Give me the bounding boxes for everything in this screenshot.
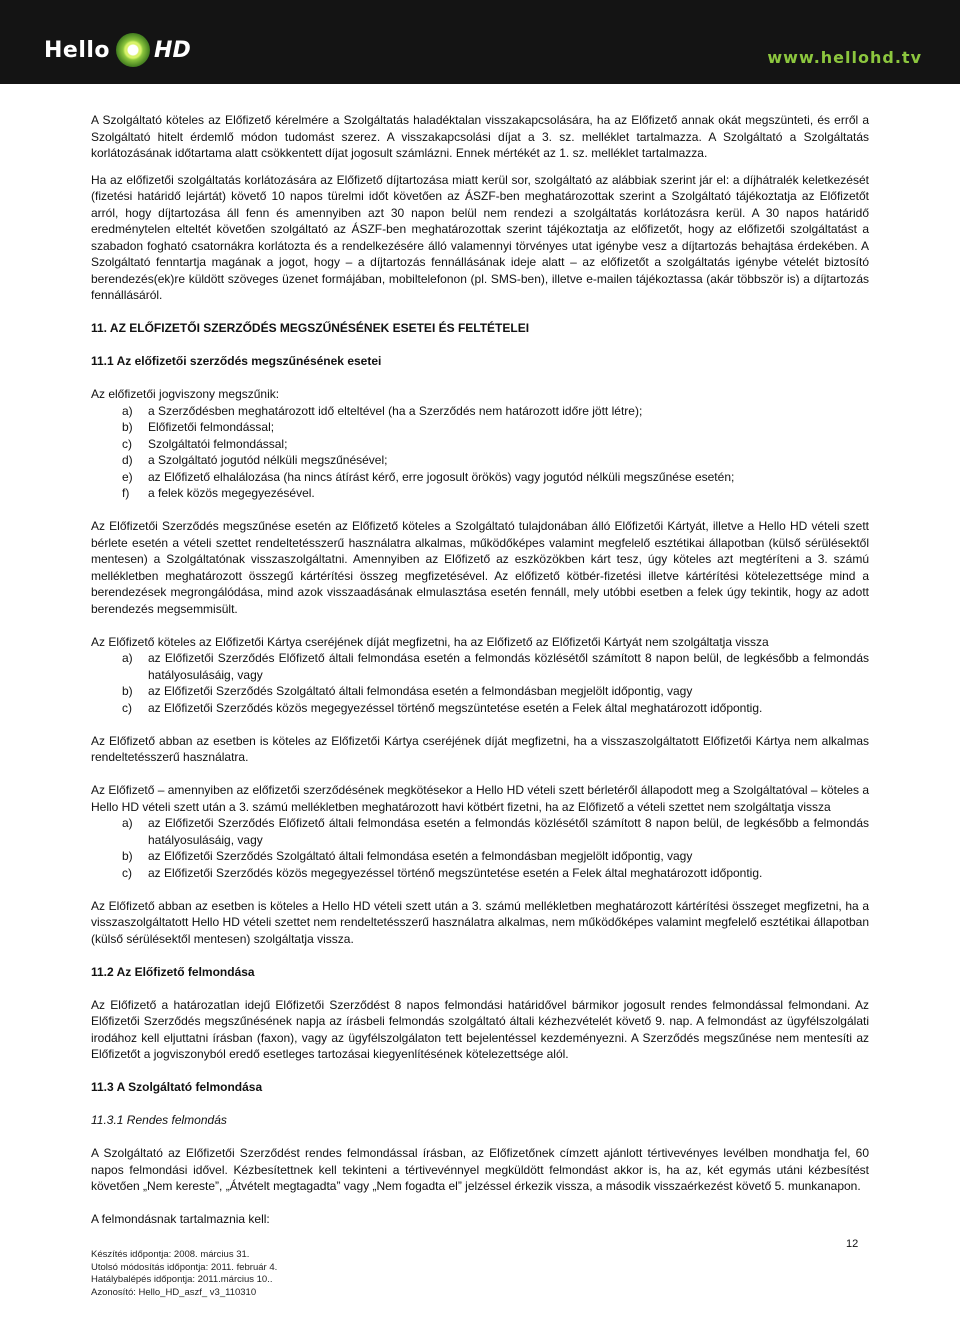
section-heading-11: 11. AZ ELŐFIZETŐI SZERZŐDÉS MEGSZŰNÉSÉNEK ESETEI ÉS FELTÉTELEI — [91, 321, 530, 335]
list-item — [91, 650, 869, 683]
page-number: 12 — [846, 1238, 859, 1250]
paragraph-ordinary-termination: A Szolgáltató az Előfizetői Szerződést rendes felmondással írásban, az Előfizetőnek címzett ajánlott tértivevényes levélben mondhatja fel, 60 napos felmondási idővel. Kézbesítettnek kell tekinteni a tértivevénnyel megküldött felmondást akkor is, ha az, két egymás utáni kézbesítést követően „Nem kereste”, „Átvételt megtagadta” vagy „Nem fogadta el” jelzéssel érkezik vissza, a második visszaérkezést követő 5. munkanapon. — [91, 1146, 869, 1193]
list-item — [91, 848, 869, 865]
list-marker: a) — [122, 403, 133, 418]
list-item — [91, 436, 869, 453]
list-marker: c) — [122, 865, 132, 880]
list-marker: a) — [122, 816, 133, 830]
logo-orb-icon — [116, 33, 150, 67]
list-text: az Előfizetői Szerződés közös megegyezéssel történő megszüntetése esetén a Felek által meghatározott időpontig. — [148, 700, 763, 715]
section-heading-11-2: 11.2 Az Előfizető felmondása — [91, 964, 255, 979]
list-item — [91, 815, 869, 848]
list-text: Előfizetői felmondással; — [148, 420, 275, 434]
list-marker: f) — [122, 486, 130, 500]
list-marker: b) — [122, 684, 133, 698]
footer-effective-date: Hatálybalépés időpontja: 2011.március 10.. — [91, 1274, 273, 1285]
document-body — [91, 112, 869, 1228]
page-header — [0, 0, 960, 84]
paragraph-subscriber-termination: Az Előfizető a határozatlan idejű Előfizetői Szerződést 8 napos felmondási határidővel bármikor jogosult rendes felmondással felmondani. Az Előfizetői Szerződés megszűnésének napja az írásbeli felmondás szolgáltató általi kézhezvételét követő 9. nap. A felmondást az ügyfélszolgálati irodához kell eljuttatni írásban (faxon), vagy az ügyfélszolgálaton tett bejelentéssel kezdeményezni. A Szerződés megszűnése nem mentesíti az Előfizetőt a jogviszonyból eredő esetleges tartozásai kiegyenlítésének kötelezettsége alól. — [91, 997, 869, 1061]
list-item — [91, 700, 869, 717]
card-fee-intro: Az Előfizető köteles az Előfizetői Kártya cseréjének díját megfizetni, ha az Előfizető az Előfizetői Kártyát nem szolgáltatja vissza — [91, 634, 769, 649]
list-marker: e) — [122, 469, 133, 484]
paragraph-card-unusable: Az Előfizető abban az esetben is köteles az Előfizetői Kártya cseréjének díját megfizetni, ha a visszaszolgáltatott Előfizetői Kártya nem alkalmas rendeltetésszerű használatra. — [91, 733, 869, 764]
footer-modified-date: Utolsó módosítás időpontja: 2011. február 4. — [91, 1261, 278, 1273]
list-text: az Előfizetői Szerződés Szolgáltató általi felmondása esetén a felmondásban megjelölt időpontig, vagy — [148, 684, 693, 698]
list-text: az Előfizetői Szerződés Szolgáltató általi felmondása esetén a felmondásban megjelölt időpontig, vagy — [148, 849, 693, 863]
list-item — [91, 403, 869, 420]
paragraph-set-damage: Az Előfizető abban az esetben is köteles a Hello HD vételi szett után a 3. számú mellékletben meghatározott kártérítési összeget megfizetni, ha a visszaszolgáltatott Hello HD vételi szettet nem rendeltetésszerű használatra alkalmas, nem működőképes valamint megfelelő esztétikai állapotban (külső sérülésektől mentesen) szolgáltatja vissza. — [91, 898, 869, 946]
section-heading-11-1: 11.1 Az előfizetői szerződés megszűnésének esetei — [91, 354, 382, 368]
list-text: az Előfizetői Szerződés Előfizető általi felmondása esetén a felmondás közlésétől számított 8 napon belül, de legkésőbb a felmondás hatályosulásáig, vagy — [148, 651, 869, 682]
footer-identifier: Azonosító: Hello_HD_aszf_ v3_110310 — [91, 1286, 257, 1298]
termination-intro: Az előfizetői jogviszony megszűnik: — [91, 387, 280, 401]
document-metadata-footer — [91, 1249, 277, 1299]
paragraph-reconnection: A Szolgáltató köteles az Előfizető kérelmére a Szolgáltatás haladéktalan visszakapcsolására, ha az Előfizető annak okát megszünteti, és erről a Szolgáltató hitelt érdemlő módon tudomást szerez. A visszakapcsolási díjat a 3. sz. melléklet tartalmazza. A Szolgáltató a Szolgáltatás korlátozásának időtartama alatt csökkentett díjat jogosult számlázni. Ennek mértékét az 1. sz. melléklet tartalmazza. — [91, 113, 869, 160]
list-text: az Előfizetői Szerződés közös megegyezéssel történő megszüntetése esetén a Felek által meghatározott időpontig. — [148, 865, 763, 880]
list-marker: c) — [122, 700, 132, 715]
list-item — [91, 865, 869, 882]
logo-hd: HD — [154, 37, 191, 63]
list-marker: b) — [122, 849, 133, 863]
list-item — [91, 683, 869, 700]
list-item — [91, 419, 869, 436]
footer-created-date: Készítés időpontja: 2008. március 31. — [91, 1249, 250, 1260]
list-marker: a) — [122, 651, 133, 665]
logo-word: Hello — [44, 37, 111, 63]
list-text: a felek közös megegyezésével. — [148, 486, 315, 500]
list-text: Szolgáltatói felmondással; — [148, 436, 288, 451]
list-marker: d) — [122, 453, 133, 467]
section-heading-11-3-1: 11.3.1 Rendes felmondás — [91, 1113, 227, 1127]
paragraph-termination-contents: A felmondásnak tartalmaznia kell: — [91, 1212, 270, 1226]
paragraph-equipment-return: Az Előfizetői Szerződés megszűnése esetén az Előfizető köteles a Szolgáltató tulajdonában álló Előfizetői Kártyát, illetve a Hello HD vételi szett bérlete esetén a vételi szettet rendeltetésszerű használatra alkalmas, működőképes valamint megfelelő esztétikai állapotban (külső sérülésektől mentesen) a Szolgáltatónak visszaszolgáltatni. Amennyiben az Előfizető az eszközökben kárt tesz, úgy köteles azt megtéríteni a 3. számú mellékletben meghatározott összegű kártérítési összeg megfizetésével. Az előfizető kötbér-fizetési illetve kártérítési kötelezettsége mind a berendezések megrongálódása, mind azok visszaadásának elmulasztása esetén fennáll, mely utóbbi esetben a felek úgy tekintik, hogy az adott berendezés megsemmisült. — [91, 519, 869, 616]
list-text: az Előfizetői Szerződés Előfizető általi felmondása esetén a felmondás közlésétől számított 8 napon belül, de legkésőbb a felmondás hatályosulásáig, vagy — [148, 816, 869, 847]
paragraph-debt-restriction: Ha az előfizetői szolgáltatás korlátozására az Előfizető díjtartozása miatt kerül sor, szolgáltató az alábbiak szerint jár el: a díjhátralék keletkezését (fizetési határidő lejártát) követő 10 napos türelmi időt követően az ÁSZF-ben meghatározottak szerint a Szolgáltató tájékoztatja az Előfizetőt arról, hogy díjtartozása áll fenn és amennyiben azt 30 napon belül nem rendezi a szolgáltatás korlátozásra kerül. A 30 napos határidő eredménytelen elteltét követően szolgáltató az ÁSZF-ben meghatározottak szerint tájékoztatja az előfizetőt, hogy az előfizetői szolgáltatást a szabadon fogható csatornákra korlátozta és a rendelkezésére álló valamennyi törvényes utat igénybe vesz a díjtartozás behajtása érdekében. A Szolgáltató fenntartja magának a jogot, hogy – a díjtartozás fennállásának ideje alatt – az előfizetőt a szolgáltatás igénybe vételét biztosító berendezés(ek)re küldött szöveges üzenet formájában, mobiltelefonon (pl. SMS-ben), illetve e-mailen tájékoztassa (akár többször is) a díjtartozás fennállásáról. — [91, 172, 869, 302]
list-item — [91, 469, 869, 486]
termination-cases-list — [91, 403, 869, 502]
list-marker: b) — [122, 420, 133, 434]
site-url: www.hellohd.tv — [767, 48, 922, 67]
list-text: az Előfizető elhalálozása (ha nincs átírást kérő, erre jogosult örökös) vagy jogutód nélküli megszűnése esetén; — [148, 469, 735, 484]
list-item — [91, 452, 869, 469]
list-text: a Szerződésben meghatározott idő elteltével (ha a Szerződés nem határozott időre jött létre); — [148, 403, 643, 418]
hello-hd-logo — [44, 30, 191, 70]
section-heading-11-3: 11.3 A Szolgáltató felmondása — [91, 1080, 263, 1094]
rental-penalty-intro: Az Előfizető – amennyiben az előfizetői szerződésének megkötésekor a Hello HD vételi szett bérletéről állapodott meg a Szolgáltatóval – köteles a Hello HD vételi szett után a 3. számú mellékletben meghatározott havi kötbért fizetni, ha az Előfizető a vételi szettet nem szolgáltatja vissza — [91, 783, 869, 814]
card-fee-list — [91, 650, 869, 716]
rental-penalty-list — [91, 815, 869, 881]
list-text: a Szolgáltató jogutód nélküli megszűnésével; — [148, 453, 388, 467]
list-marker: c) — [122, 436, 132, 451]
list-item — [91, 485, 869, 502]
